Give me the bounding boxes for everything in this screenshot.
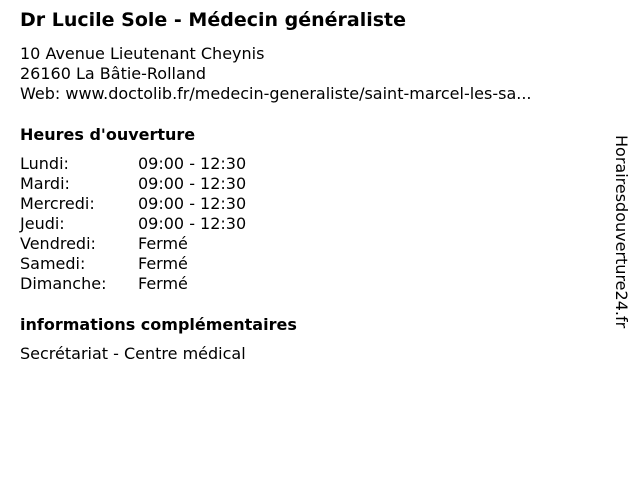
site-watermark: Horairesdouverture24.fr [612,135,631,329]
hours-row-wednesday [20,194,246,214]
time-value: Fermé [138,274,188,293]
hours-row-monday [20,154,246,174]
time-value: 09:00 - 12:30 [138,214,247,233]
hours-row-saturday [20,254,246,274]
time-value: 09:00 - 12:30 [138,154,247,173]
city-address: 26160 La Bâtie-Rolland [20,64,207,83]
day-label: Jeudi: [20,214,65,233]
additional-info-heading: informations complémentaires [20,315,297,334]
day-label: Lundi: [20,154,69,173]
day-label: Mercredi: [20,194,95,213]
day-label: Vendredi: [20,234,96,253]
additional-info-text: Secrétariat - Centre médical [20,344,246,363]
hours-row-tuesday [20,174,246,194]
hours-row-thursday [20,214,246,234]
time-value: 09:00 - 12:30 [138,174,247,193]
time-value: 09:00 - 12:30 [138,194,247,213]
hours-row-friday [20,234,246,254]
day-label: Samedi: [20,254,86,273]
day-label: Mardi: [20,174,70,193]
opening-hours-heading: Heures d'ouverture [20,125,196,144]
address-block [20,44,532,104]
time-value: Fermé [138,254,188,273]
time-value: Fermé [138,234,188,253]
page-title: Dr Lucile Sole - Médecin généraliste [20,9,407,31]
opening-hours-table [20,154,246,294]
day-label: Dimanche: [20,274,107,293]
hours-row-sunday [20,274,246,294]
website-link[interactable]: Web: www.doctolib.fr/medecin-generaliste/saint-marcel-les-sa... [20,84,532,103]
street-address: 10 Avenue Lieutenant Cheynis [20,44,265,63]
